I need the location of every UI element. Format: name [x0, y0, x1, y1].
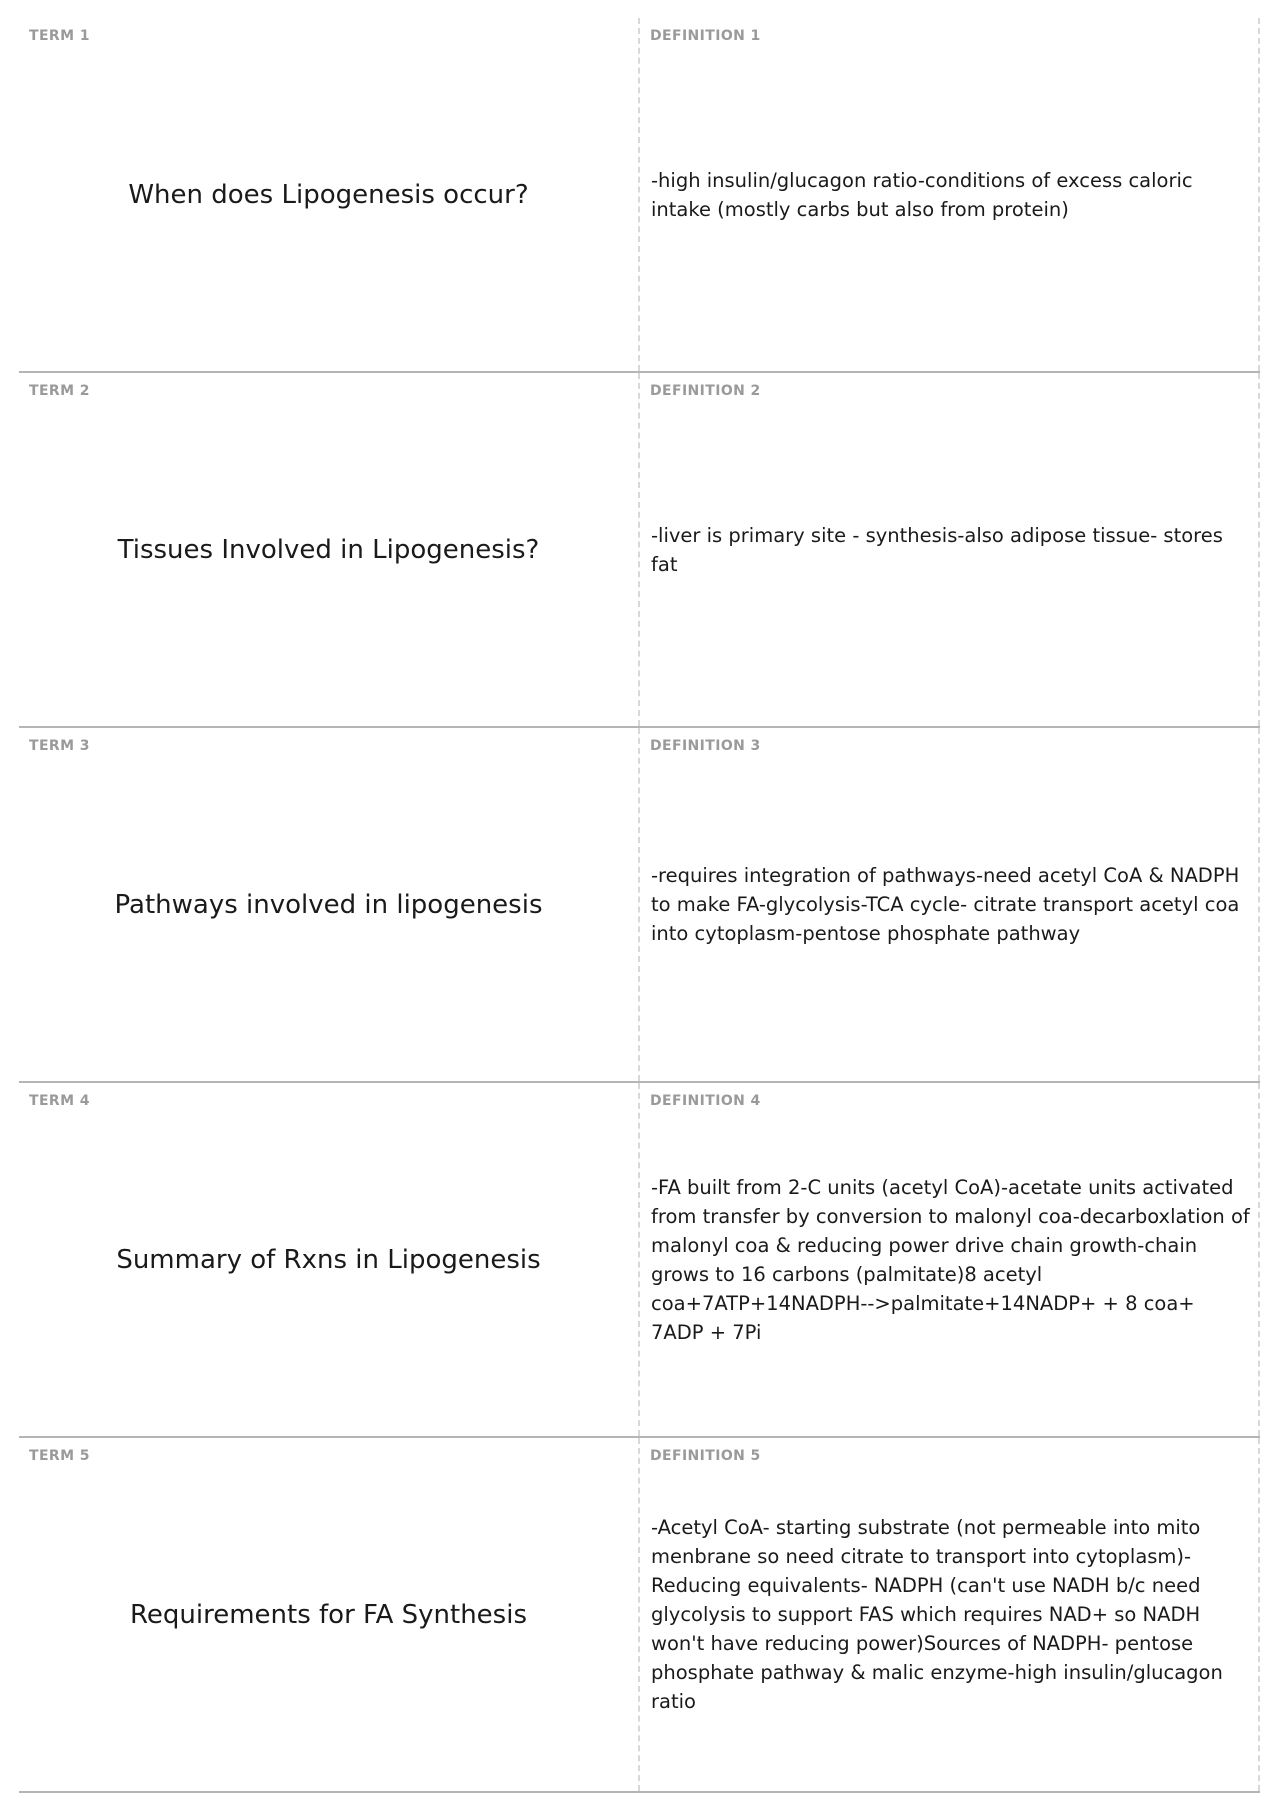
flashcard-row: [19, 1083, 1260, 1438]
term-cell: [19, 373, 640, 726]
definition-text-wrap: [651, 728, 1252, 1081]
definition-label: DEFINITION 2: [650, 383, 761, 399]
flashcard-sheet: [19, 18, 1260, 1793]
term-text: Requirements for FA Synthesis: [129, 1599, 527, 1630]
term-text: When does Lipogenesis occur?: [128, 179, 529, 210]
flashcard-row: [19, 18, 1260, 373]
term-label: TERM 2: [29, 383, 90, 399]
definition-cell: [640, 1083, 1260, 1436]
term-text: Tissues Involved in Lipogenesis?: [117, 534, 540, 565]
term-label: TERM 3: [29, 738, 90, 754]
term-cell: [19, 1438, 640, 1791]
definition-cell: [640, 728, 1260, 1081]
definition-cell: [640, 373, 1260, 726]
definition-text: -high insulin/glucagon ratio-conditions of excess caloric intake (mostly carbs but also from protein): [651, 168, 1193, 221]
definition-text: -Acetyl CoA- starting substrate (not permeable into mito menbrane so need citrate to transport into cytoplasm)-Reducing equivalents- NADPH (can't use NADH b/c need glycolysis to support FAS which requires NAD+ so NADH won't have reducing power)Sources of NADPH- pentose phosphate pathway & malic enzyme-high insulin/glucagon ratio: [651, 1516, 1223, 1713]
definition-label: DEFINITION 1: [650, 28, 761, 44]
flashcard-row: [19, 373, 1260, 728]
definition-text: -requires integration of pathways-need acetyl CoA & NADPH to make FA-glycolysis-TCA cycle- citrate transport acetyl coa into cytoplasm-pentose phosphate pathway: [651, 864, 1240, 945]
definition-cell: [640, 1438, 1260, 1791]
definition-text-wrap: [651, 18, 1252, 371]
definition-text-wrap: [651, 373, 1252, 726]
definition-text-wrap: [651, 1083, 1252, 1436]
definition-cell: [640, 18, 1260, 371]
definition-label: DEFINITION 4: [650, 1093, 761, 1109]
definition-text: -FA built from 2-C units (acetyl CoA)-acetate units activated from transfer by conversion to malonyl coa-decarboxlation of malonyl coa & reducing power drive chain growth-chain grows to 16 carbons (palmitate)8 acetyl coa+7ATP+14NADPH-->palmitate+14NADP+ + 8 coa+ 7ADP + 7Pi: [651, 1175, 1250, 1344]
definition-label: DEFINITION 5: [650, 1448, 761, 1464]
definition-label: DEFINITION 3: [650, 738, 761, 754]
term-cell: [19, 728, 640, 1081]
term-text: Pathways involved in lipogenesis: [114, 889, 543, 920]
term-label: TERM 5: [29, 1448, 90, 1464]
definition-text: -liver is primary site - synthesis-also adipose tissue- stores fat: [651, 523, 1223, 576]
definition-text-wrap: [651, 1438, 1252, 1791]
term-cell: [19, 1083, 640, 1436]
term-label: TERM 1: [29, 28, 90, 44]
term-cell: [19, 18, 640, 371]
flashcard-row: [19, 1438, 1260, 1793]
flashcard-row: [19, 728, 1260, 1083]
term-label: TERM 4: [29, 1093, 90, 1109]
term-text: Summary of Rxns in Lipogenesis: [116, 1244, 541, 1275]
